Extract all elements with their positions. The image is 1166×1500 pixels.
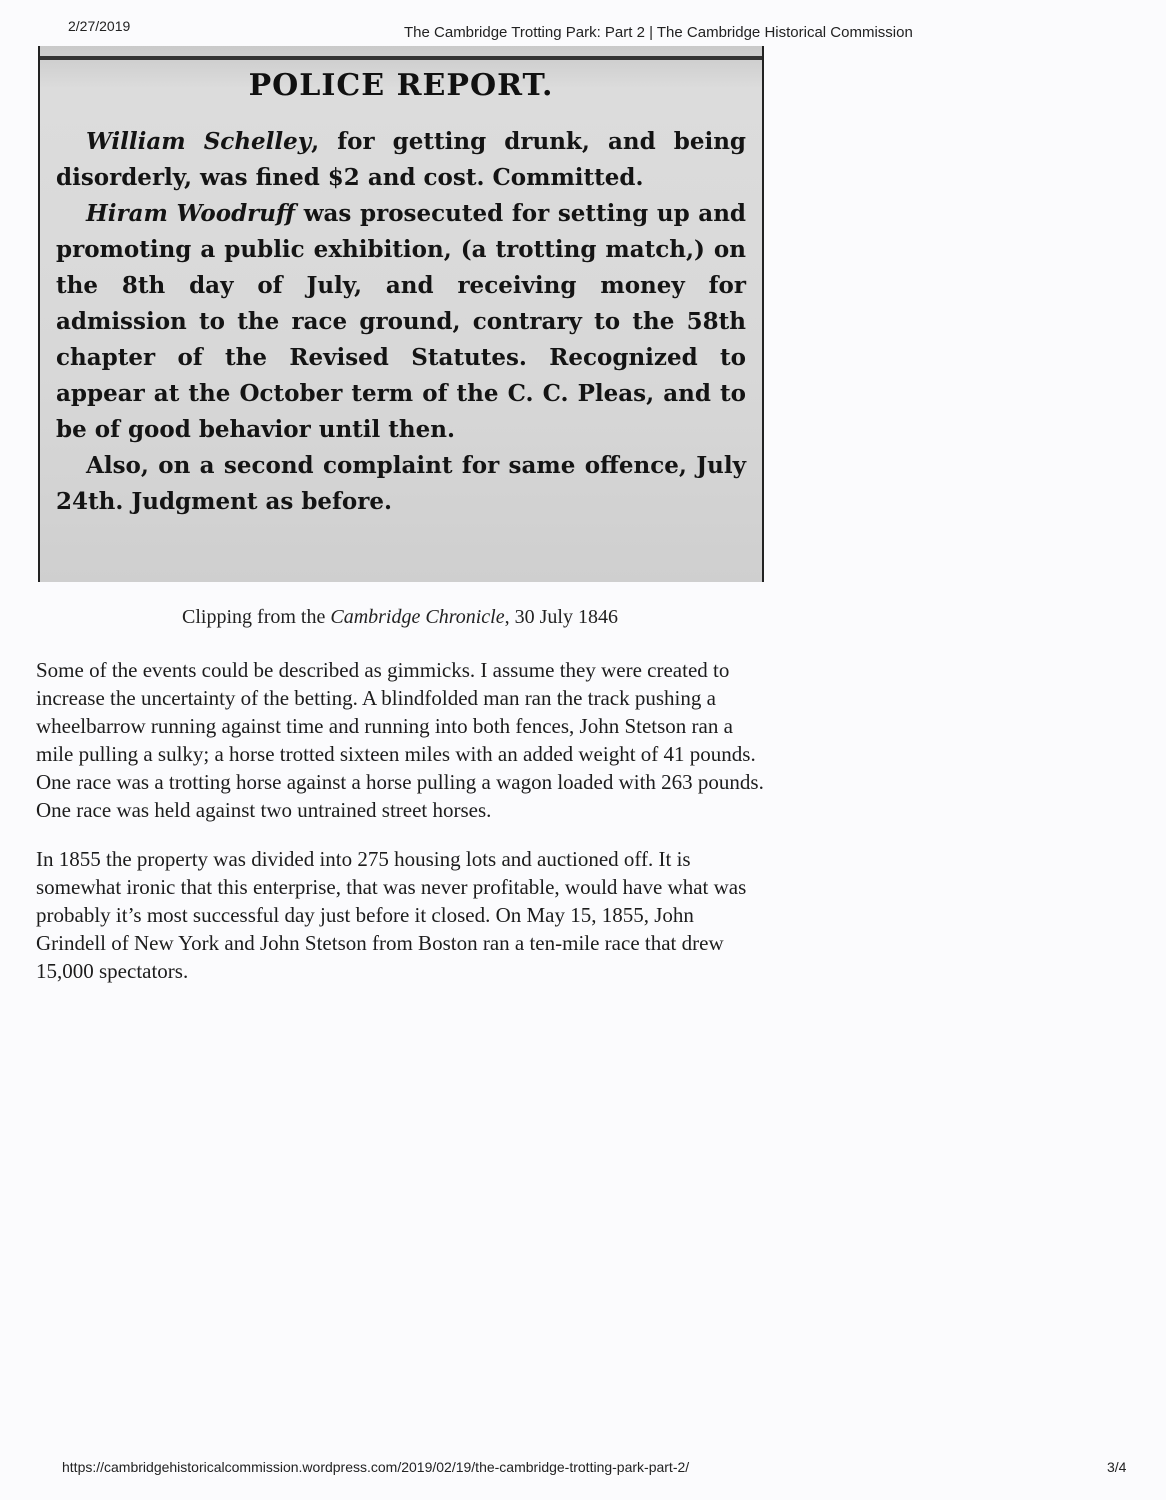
page-url: https://cambridgehistoricalcommission.wordpress.com/2019/02/19/the-cambridge-trotting-park-part-2/ bbox=[62, 1459, 690, 1475]
clipping-body bbox=[56, 124, 746, 520]
page-number: 3/4 bbox=[1107, 1459, 1127, 1475]
clipping-heading: POLICE REPORT. bbox=[248, 68, 554, 103]
caption-publication: Cambridge Chronicle bbox=[330, 606, 505, 628]
clipping-paragraph-1 bbox=[56, 124, 746, 196]
print-date: 2/27/2019 bbox=[68, 18, 131, 34]
newspaper-clipping-image bbox=[38, 46, 764, 582]
article-body bbox=[36, 656, 766, 1006]
image-caption bbox=[0, 606, 800, 629]
clipping-paragraph-3: Also, on a second complaint for same offence, July 24th. Judgment as before. bbox=[56, 452, 746, 515]
clipping-name-2: Hiram Woodruff bbox=[86, 200, 296, 227]
clipping-text-1: , for getting drunk, and being disorderly, was fined $2 and cost. Committed. bbox=[56, 128, 746, 191]
caption-suffix: , 30 July 1846 bbox=[504, 606, 618, 628]
clipping-rule bbox=[40, 56, 762, 60]
caption-prefix: Clipping from the bbox=[182, 606, 331, 628]
clipping-name-1: William Schelley bbox=[86, 128, 312, 155]
article-paragraph-2: In 1855 the property was divided into 275 housing lots and auctioned off. It is somewhat ironic that this enterprise, that was never profitable, would have what was probably it’s most successful day just before it closed. On May 15, 1855, John Grindell of New York and John Stetson from Boston ran a ten-mile race that drew 15,000 spectators. bbox=[36, 847, 747, 983]
clipping-text-2: was prosecuted for setting up and promoting a public exhibition, (a trotting match,) on the 8th day of July, and receiving money for admission to the race ground, contrary to the 58th chapter of the Revised Statutes. Recognized to appear at the October term of the C. C. Pleas, and to be of good behavior until then. bbox=[56, 200, 746, 443]
article-paragraph-1: Some of the events could be described as gimmicks. I assume they were created to increase the uncertainty of the betting. A blindfolded man ran the track pushing a wheelbarrow running against time and running into both fences, John Stetson ran a mile pulling a sulky; a horse trotted sixteen miles with an added weight of 41 pounds. One race was a trotting horse against a horse pulling a wagon loaded with 263 pounds. One race was held against two untrained street horses. bbox=[36, 658, 764, 822]
page-title: The Cambridge Trotting Park: Part 2 | The Cambridge Historical Commission bbox=[404, 24, 913, 41]
clipping-paragraph-2 bbox=[56, 196, 746, 448]
